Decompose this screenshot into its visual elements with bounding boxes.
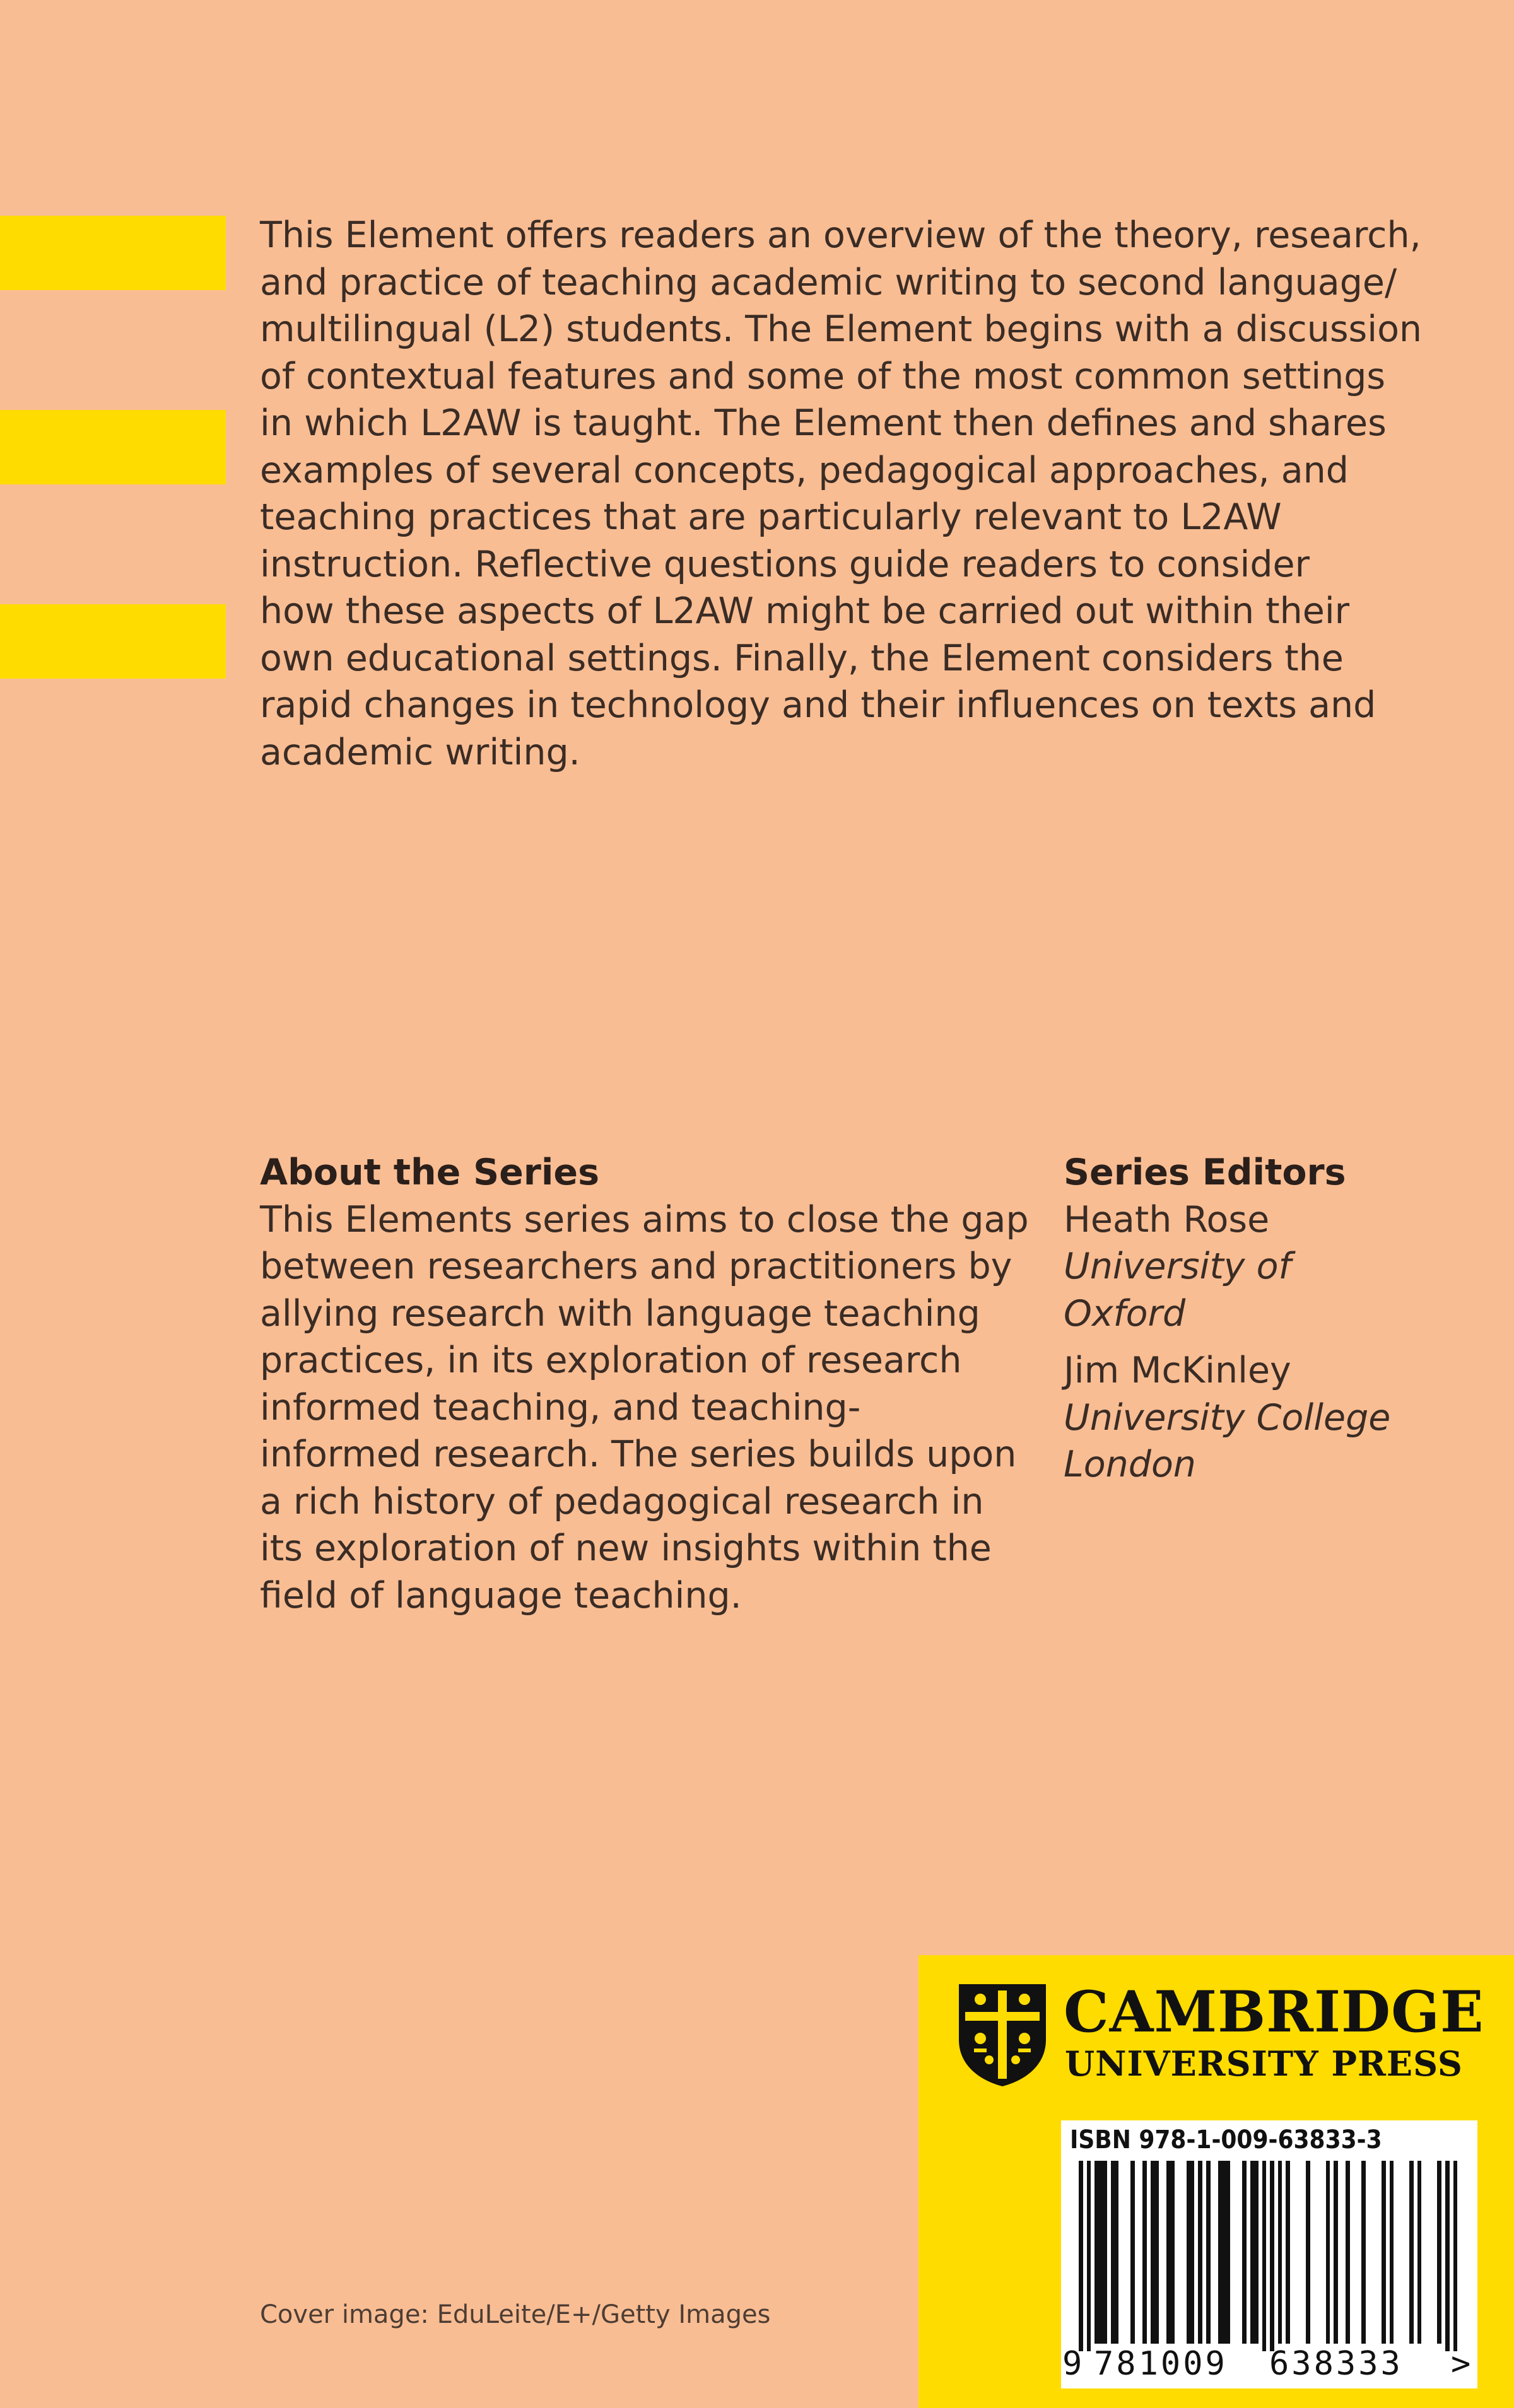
- blurb-line: This Element offers readers an overview of the theory, research,: [260, 214, 1421, 256]
- about-series-line: a rich history of pedagogical research in: [260, 1480, 984, 1523]
- editor-entry: [1064, 1347, 1467, 1488]
- barcode-bar: [1334, 2161, 1338, 2344]
- about-series-line: between researchers and practitioners by: [260, 1246, 1012, 1287]
- about-series-line: its exploration of new insights within the: [260, 1528, 992, 1569]
- barcode-bar: [1453, 2161, 1458, 2351]
- about-series-line: allying research with language teaching: [260, 1292, 980, 1335]
- barcode-bar: [1306, 2161, 1310, 2344]
- barcode-bar: [1445, 2161, 1450, 2351]
- barcode-bar: [1087, 2161, 1091, 2351]
- publisher-subtitle: UNIVERSITY PRESS: [1065, 2043, 1463, 2084]
- barcode-bar: [1437, 2161, 1441, 2344]
- book-blurb: [260, 212, 1471, 776]
- barcode-bar: [1361, 2161, 1366, 2344]
- barcode-bars: [1079, 2161, 1457, 2344]
- barcode-bar: [1206, 2161, 1211, 2344]
- decorative-stripe: [0, 216, 226, 290]
- about-series-line: field of language teaching.: [260, 1574, 742, 1616]
- editor-affiliation: University College: [1064, 1396, 1391, 1439]
- blurb-line: and practice of teaching academic writing to second language/: [260, 261, 1397, 303]
- blurb-line: academic writing.: [260, 731, 580, 773]
- barcode-left-digits: 781009: [1094, 2345, 1228, 2383]
- barcode-bar: [1254, 2161, 1259, 2344]
- barcode-bar: [1417, 2161, 1422, 2344]
- isbn-barcode: [1061, 2120, 1477, 2388]
- isbn-label: ISBN 978-1-009-63833-3: [1070, 2125, 1382, 2154]
- about-series-heading: About the Series: [260, 1152, 600, 1193]
- barcode-bar: [1278, 2161, 1282, 2344]
- series-editors-heading: Series Editors: [1064, 1152, 1346, 1193]
- editor-entry: [1064, 1196, 1467, 1338]
- barcode-bar: [1170, 2161, 1175, 2344]
- barcode-digits: [1061, 2345, 1477, 2383]
- barcode-bar: [1262, 2161, 1267, 2351]
- barcode-bar: [1346, 2161, 1350, 2344]
- editor-affiliation: University of: [1064, 1246, 1291, 1287]
- about-series-line: This Elements series aims to close the gap: [260, 1198, 1029, 1241]
- publisher-panel: [918, 1955, 1514, 2408]
- barcode-bar: [1382, 2161, 1386, 2344]
- blurb-line: multilingual (L2) students. The Element begins with a discussion: [260, 308, 1423, 350]
- barcode-bar: [1130, 2161, 1135, 2344]
- decorative-stripe: [0, 410, 226, 484]
- blurb-line: how these aspects of L2AW might be carried out within their: [260, 590, 1350, 632]
- barcode-bar: [1103, 2161, 1107, 2344]
- about-series-text: [260, 1196, 1042, 1620]
- about-series-line: practices, in its exploration of research: [260, 1340, 962, 1381]
- blurb-line: in which L2AW is taught. The Element then defines and shares: [260, 402, 1387, 444]
- barcode-bar: [1390, 2161, 1394, 2344]
- blurb-line: teaching practices that are particularly relevant to L2AW: [260, 496, 1282, 538]
- barcode-bar: [1142, 2161, 1147, 2344]
- editor-affiliation: Oxford: [1064, 1292, 1186, 1335]
- cambridge-shield-icon: [956, 1982, 1048, 2088]
- blurb-line: rapid changes in technology and their influences on texts and: [260, 684, 1376, 726]
- barcode-bar: [1286, 2161, 1290, 2344]
- blurb-line: of contextual features and some of the most common settings: [260, 355, 1386, 397]
- barcode-bar: [1242, 2161, 1247, 2344]
- barcode-quiet-mark: >: [1451, 2345, 1471, 2383]
- about-the-series: [260, 1149, 1042, 1619]
- barcode-bar: [1226, 2161, 1231, 2344]
- series-editors: [1064, 1149, 1467, 1488]
- editor-name: Heath Rose: [1064, 1198, 1270, 1241]
- editor-affiliation: London: [1064, 1444, 1196, 1485]
- publisher-name: CAMBRIDGE: [1064, 1978, 1484, 2045]
- barcode-bar: [1115, 2161, 1119, 2344]
- blurb-line: instruction. Reflective questions guide readers to consider: [260, 543, 1310, 585]
- editor-name: Jim McKinley: [1064, 1350, 1291, 1391]
- barcode-bar: [1326, 2161, 1330, 2344]
- about-series-line: informed teaching, and teaching-: [260, 1386, 861, 1429]
- decorative-stripe: [0, 604, 226, 679]
- barcode-bar: [1190, 2161, 1195, 2344]
- barcode-bar: [1154, 2161, 1159, 2344]
- barcode-bar: [1079, 2161, 1083, 2351]
- barcode-bar: [1270, 2161, 1274, 2351]
- cover-image-credit: Cover image: EduLeite/E+/Getty Images: [260, 2300, 771, 2329]
- blurb-line: examples of several concepts, pedagogical approaches, and: [260, 449, 1349, 491]
- barcode-first-digit: 9: [1062, 2345, 1083, 2383]
- about-series-line: informed research. The series builds upon: [260, 1434, 1017, 1475]
- barcode-bar: [1198, 2161, 1202, 2344]
- blurb-line: own educational settings. Finally, the Element considers the: [260, 637, 1344, 679]
- barcode-right-digits: 638333: [1269, 2345, 1403, 2383]
- barcode-bar: [1409, 2161, 1414, 2344]
